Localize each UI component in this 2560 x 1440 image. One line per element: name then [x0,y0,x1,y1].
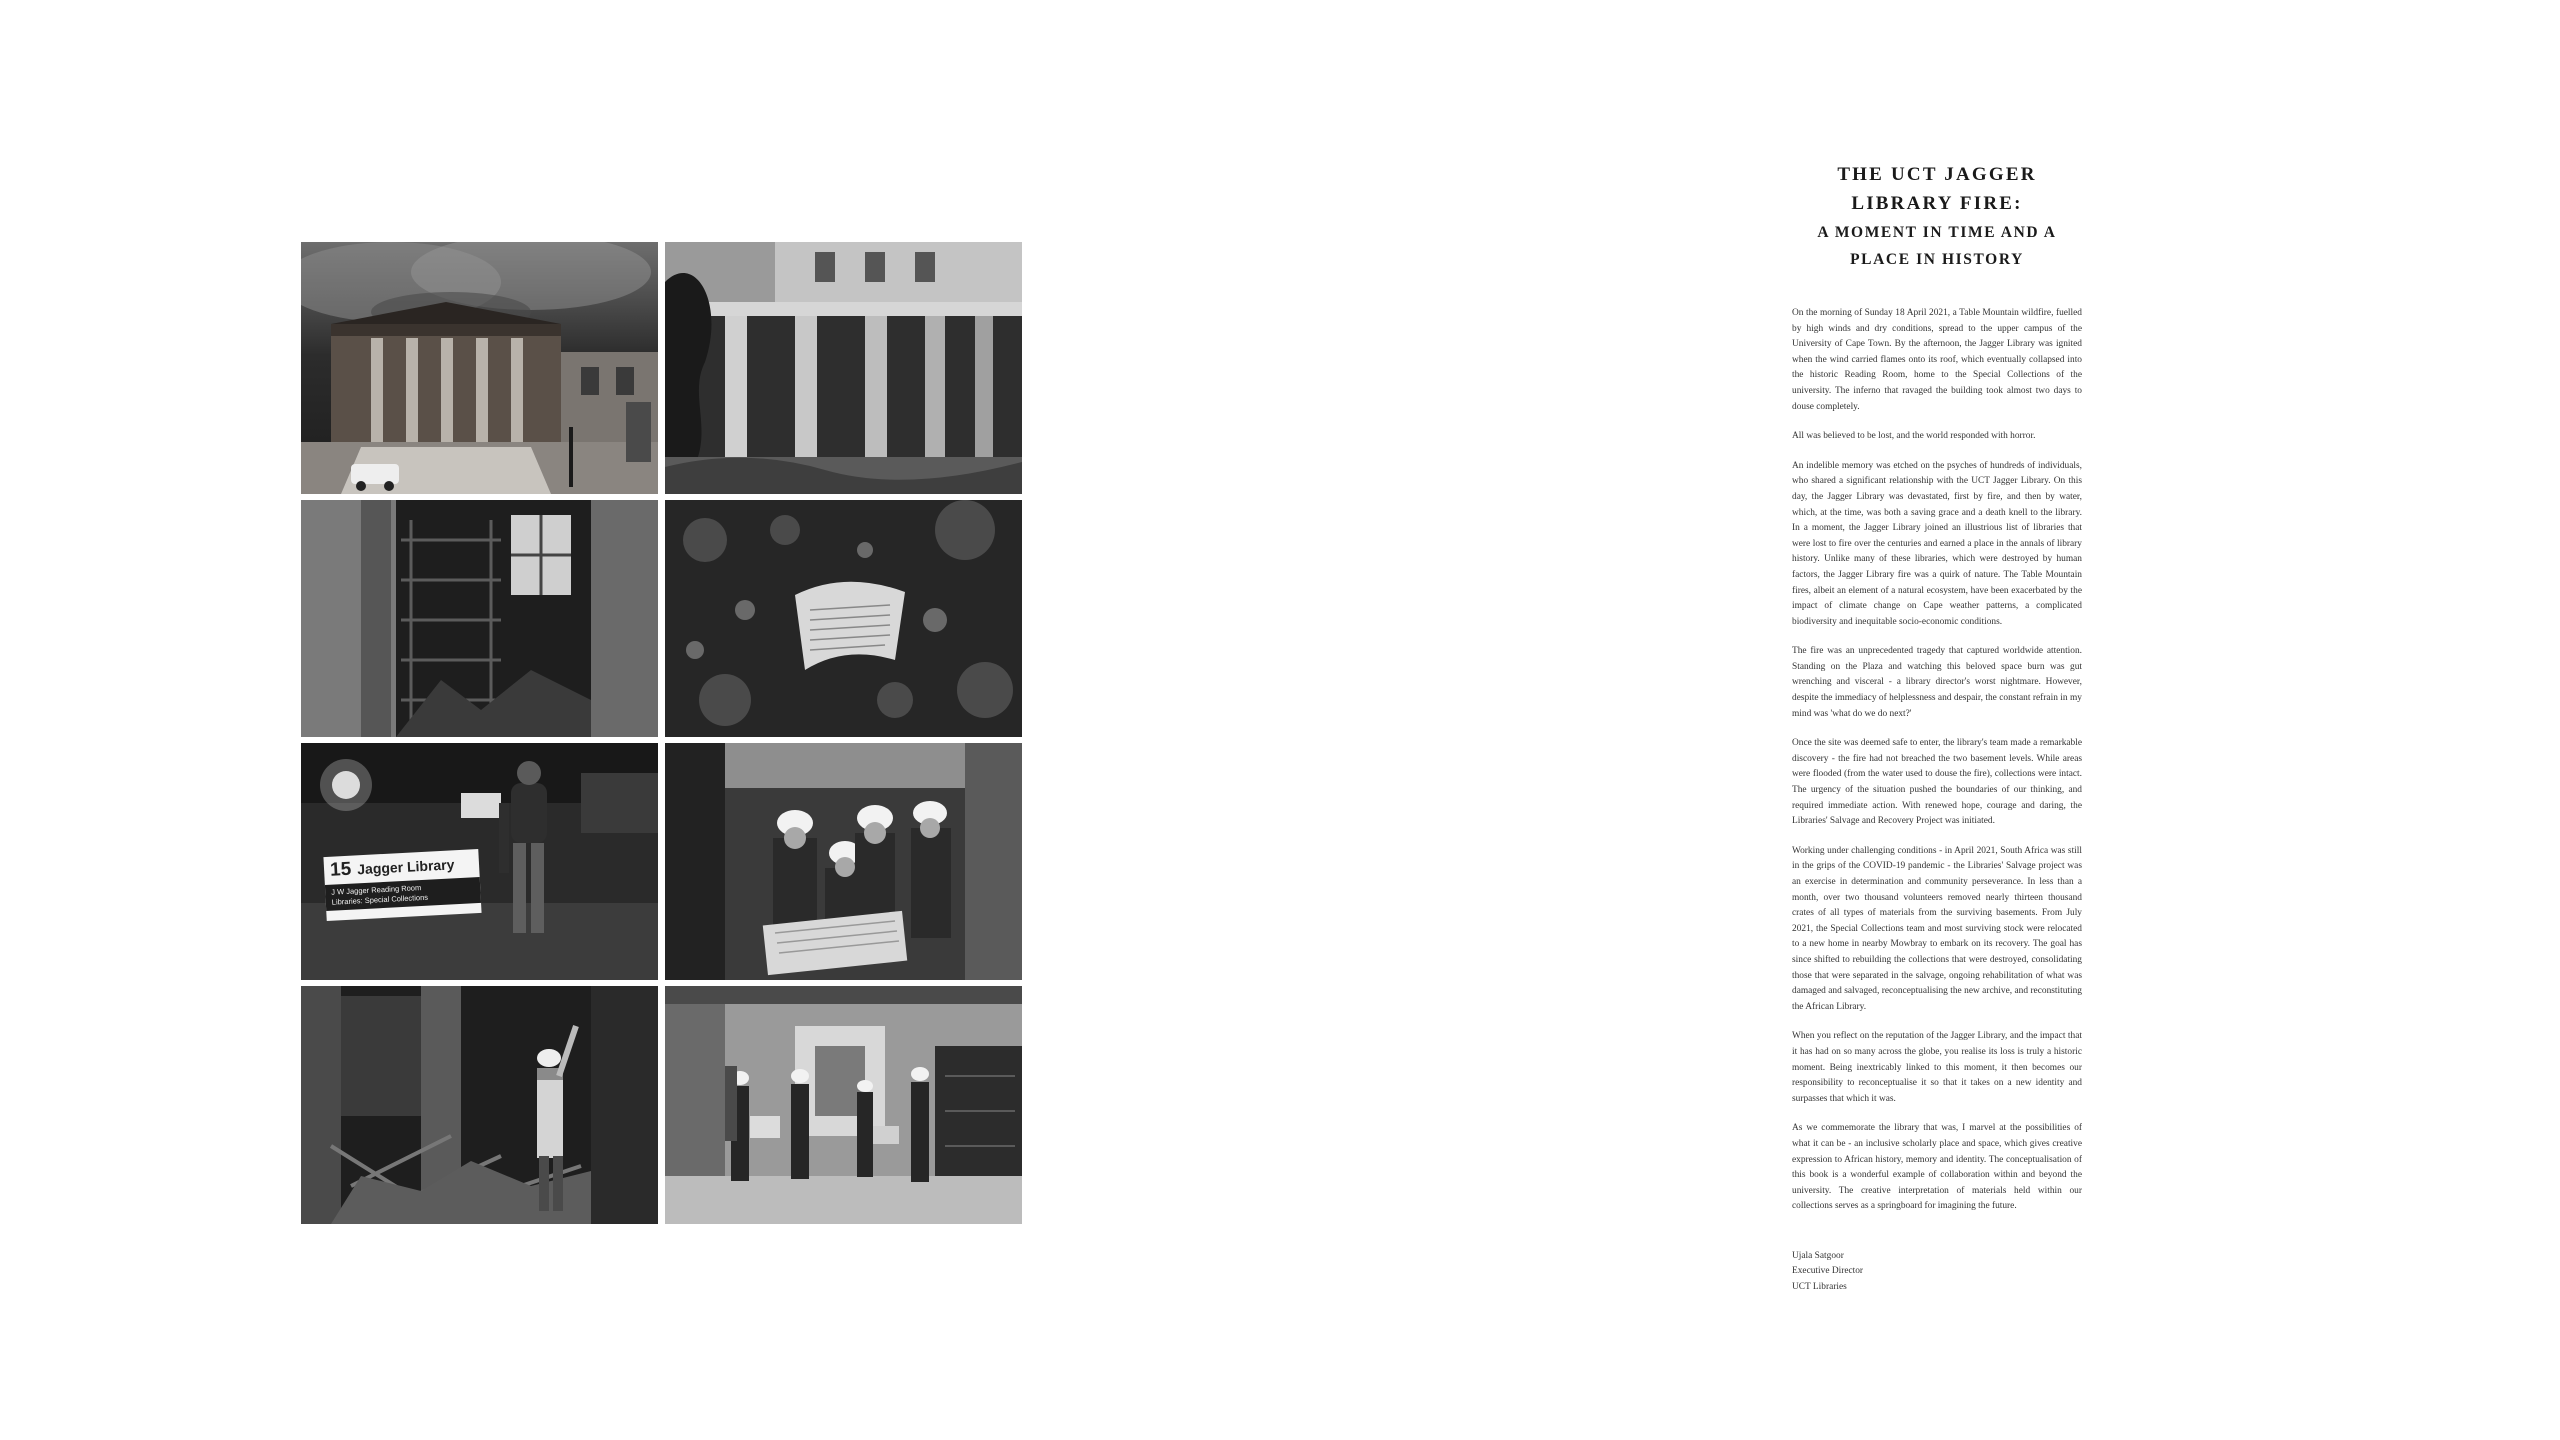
photo-hallway-salvage [665,986,1022,1224]
sign-line-2: Libraries: Special Collections [331,892,429,907]
photo-worker-debris [301,986,658,1224]
signature-block [1792,1249,2082,1296]
paragraph-1: On the morning of Sunday 18 April 2021, a Table Mountain wildfire, fuelled by high winds and dry conditions, spread to the upper campus of the University of Cape Town. By the afternoon, the Jagger Library was ignited when the wind carried flames onto its roof, which eventually collapsed into the historic Reading Room, home to the Special Collections of the university. The inferno that ravaged the building took almost two days to douse completely. [1792,308,2082,412]
foreword-article [1792,160,2082,1296]
photo-burning-facade [301,242,658,494]
page-title-line-2: LIBRARY FIRE: [1851,193,2023,214]
photo-charred-book [665,500,1022,737]
page-title-line-1: THE UCT JAGGER [1837,164,2037,185]
sign-number: 15 [329,858,352,881]
photo-charred-colonnade [665,242,1022,494]
photo-burned-stacks [301,500,658,737]
sign-line-1: J W Jagger Reading Room [331,883,422,897]
paragraph-3: An indelible memory was etched on the psyches of hundreds of individuals, who shared a significant relationship with the UCT Jagger Library. On this day, the Jagger Library was devastated, first by fire, and then by water, which, at the time, was both a saving grace and a death knell to the library. In a moment, the Jagger Library joined an illustrious list of libraries that were lost to fire over the centuries and earned a place in the annals of library history. Unlike many of these libraries, which were destroyed by human factors, the Jagger Library fire was a quirk of nature. The Table Mountain fires, albeit an element of a natural ecosystem, have been exacerbated by the impact of climate change on Cape weather patterns, a complicated biodiversity and inequitable socio-economic conditions. [1792,460,2082,627]
paragraph-5: Once the site was deemed safe to enter, the library's team made a remarkable discovery - the fire had not breached the two basement levels. While areas were flooded (from the water used to douse the fire), collections were intact. The urgency of the situation pushed the boundaries of our thinking, and required immediate action. With renewed hope, courage and daring, the Libraries' Salvage and Recovery Project was initiated. [1792,738,2082,827]
jagger-sign [323,849,481,921]
paragraph-7: When you reflect on the reputation of the Jagger Library, and the impact that it has had on so many across the globe, you realise its loss is truly a historic moment. Being inextricably linked to this moment, it then becomes our responsibility to reconceptualise it so that it takes on a new identity and surpasses that which it was. [1792,1031,2082,1104]
page-subtitle-line-1: A MOMENT IN TIME AND A [1817,224,2057,241]
sign-title: Jagger Library [356,856,455,878]
signature-name: Ujala Satgoor [1792,1250,1844,1261]
paragraph-6: Working under challenging conditions - in April 2021, South Africa was still in the grips of the COVID-19 pandemic - the Libraries' Salvage project was an exercise in determination and community perseverance. In less than a month, over two thousand volunteers removed nearly thirteen thousand crates of all types of materials from the surviving basements. From July 2021, the Special Collections team and most surviving stock were relocated to a new home in nearby Mowbray to embark on its recovery. The goal has since shifted to rebuilding the collections that were destroyed, consolidating those that were separated in the salvage, ongoing rehabilitation of what was damaged and salvaged, reconceptualising the new archive, and reconstituting the African Library. [1792,845,2082,1012]
title-block [1792,160,2082,272]
signature-org: UCT Libraries [1792,1282,1847,1293]
paragraph-8: As we commemorate the library that was, I marvel at the possibilities of what it can be - an inclusive scholarly place and space, which gives creative expression to African history, memory and identity. The conceptualisation of this book is a wonderful example of collaboration within and beyond the university. The creative interpretation of materials held within our collections serves as a springboard for imagining the future. [1792,1123,2082,1212]
photo-grid [301,242,1022,1225]
paragraph-2: All was believed to be lost, and the world responded with horror. [1792,431,2036,442]
photo-jagger-sign [301,743,658,980]
signature-role: Executive Director [1792,1266,1864,1277]
photo-volunteers-sorting [665,743,1022,980]
page-subtitle-line-2: PLACE IN HISTORY [1850,251,2024,268]
paragraph-4: The fire was an unprecedented tragedy that captured worldwide attention. Standing on the Plaza and watching this beloved space burn was gut wrenching and visceral - a library director's worst nightmare. However, despite the immediacy of helplessness and despair, the constant refrain in my mind was 'what do we do next?' [1792,646,2082,719]
